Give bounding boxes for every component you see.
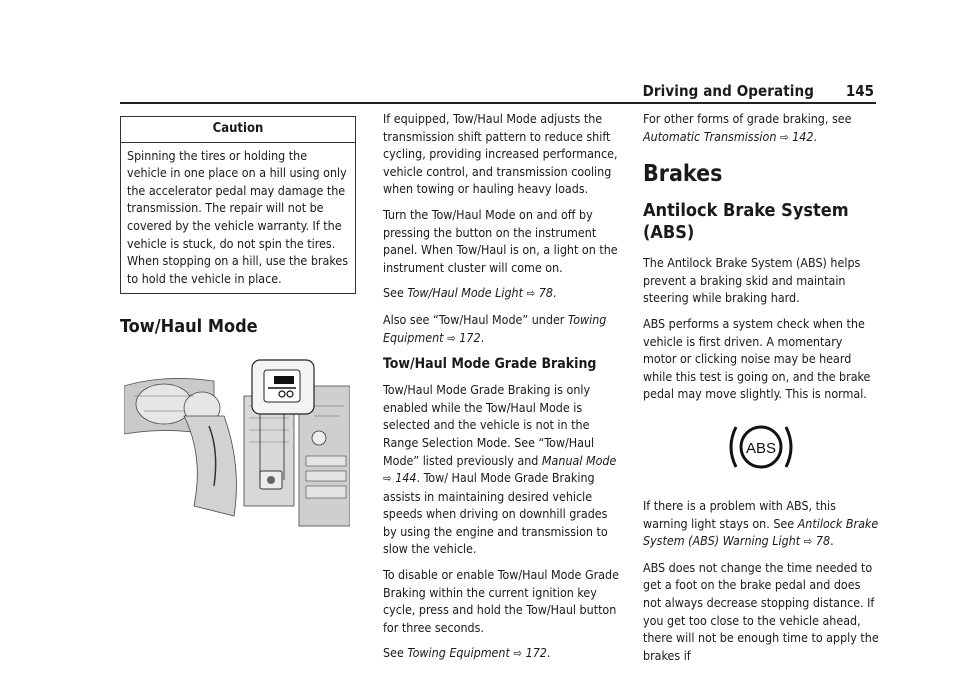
- abs-paragraph-1: The Antilock Brake System (ABS) helps prevent a braking skid and maintain steering while braking hard.: [643, 255, 861, 306]
- automatic-transmission-link[interactable]: Automatic Transmission: [643, 128, 777, 144]
- see-prefix: See: [383, 285, 408, 301]
- grade-braking-heading: Tow/Haul Mode Grade Braking: [383, 356, 597, 373]
- column-left: [120, 110, 356, 531]
- brakes-heading: Brakes: [643, 161, 723, 188]
- instrument-panel-illustration: [124, 356, 350, 531]
- grade-braking-text-a: Tow/Haul Mode Grade Braking is only enabled while the Tow/Haul Mode is selected and the vehicle is not in the Range Selection Mode. See “Tow/Haul Mode” listed previously and: [383, 382, 595, 468]
- see-prefix: See: [383, 645, 408, 661]
- ref-page: 144: [395, 470, 417, 486]
- grade-braking-see-ref: See Towing Equipment ⇨ 172.: [383, 645, 551, 661]
- caution-text: Spinning the tires or holding the vehicle in one place on a hill using only the accelerator pedal may damage the transmission. The repair will not be covered by the vehicle warranty. If the vehicle is stuck, do not spin the tires. When stopping on a hill, use the brakes to hold the vehicle in place.: [127, 147, 349, 286]
- other-prefix: For other forms of grade braking, see: [643, 111, 852, 126]
- caution-title: Caution: [121, 117, 355, 143]
- abs-icon-text: ABS: [745, 439, 777, 457]
- ref-page: 172: [525, 645, 547, 661]
- also-prefix: Also see “Tow/Haul Mode” under: [383, 311, 568, 327]
- abs-icon: [726, 417, 796, 477]
- ref-page: 172: [459, 329, 481, 345]
- tow-haul-see-ref: See Tow/Haul Mode Light ⇨ 78.: [383, 285, 557, 301]
- ref-page: 142: [792, 128, 814, 144]
- abs-warning-light-link[interactable]: Antilock Brake System (ABS) Warning Light: [643, 515, 879, 549]
- grade-braking-text-b: . Tow/ Haul Mode Grade Braking assists in maintaining desired vehicle speeds when driving on downhill grades by using the engine and transmission to slow the vehicle.: [383, 470, 608, 557]
- ref-arrow-icon: ⇨: [447, 330, 456, 345]
- ref-arrow-icon: ⇨: [526, 286, 536, 301]
- page-number: 145: [845, 82, 874, 100]
- abs-paragraph-4: ABS does not change the time needed to get a foot on the brake pedal and does not always decrease stopping distance. If you get too close to the vehicle ahead, there will not be enough time to apply the brakes if: [643, 559, 879, 663]
- abs-warning-icon: [643, 417, 879, 477]
- section-title: Driving and Operating: [642, 82, 814, 100]
- towing-equipment-link[interactable]: Towing Equipment: [407, 645, 510, 661]
- page-header: [120, 80, 876, 104]
- tow-haul-button-illustration: [124, 356, 350, 531]
- caution-box: [120, 116, 356, 294]
- grade-braking-paragraph-1: [383, 381, 619, 558]
- ref-arrow-icon: ⇨: [513, 646, 523, 661]
- ref-page: 78: [815, 533, 831, 549]
- ref-page: 78: [538, 285, 553, 301]
- tow-haul-paragraph-2: Turn the Tow/Haul Mode on and off by pressing the button on the instrument panel. When Tow/Haul is on, a light on the instrument cluster will come on.: [383, 206, 618, 275]
- grade-braking-paragraph-2: To disable or enable Tow/Haul Mode Grade Braking within the current ignition key cycle, press and hold the Tow/Haul button for three seconds.: [383, 567, 619, 635]
- abs-paragraph-3: If there is a problem with ABS, this warning light stays on. See Antilock Brake System (ABS) Warning Light ⇨ 78.: [643, 497, 879, 549]
- column-middle: [383, 110, 619, 671]
- manual-mode-link[interactable]: Manual Mode: [541, 452, 617, 468]
- tow-haul-heading: Tow/Haul Mode: [120, 316, 258, 338]
- tow-haul-light-link[interactable]: Tow/Haul Mode Light: [407, 285, 523, 301]
- abs-heading: Antilock Brake System (ABS): [643, 200, 849, 244]
- abs-paragraph-2: ABS performs a system check when the vehicle is first driven. A momentary motor or clicking noise may be heard while this test is going on, and the brake pedal may move slightly. This is normal.: [643, 315, 871, 402]
- tow-haul-paragraph-1: If equipped, Tow/Haul Mode adjusts the transmission shift pattern to reduce shift cycling, providing increased performance, vehicle control, and transmission cooling when towing or hauling heavy loads.: [383, 111, 618, 197]
- ref-arrow-icon: ⇨: [803, 534, 813, 549]
- ref-arrow-icon: ⇨: [779, 129, 789, 144]
- abs-p3-prefix: If there is a problem with ABS, this warning light stays on. See: [643, 497, 836, 531]
- towing-equipment-link[interactable]: Towing Equipment: [383, 311, 607, 345]
- other-grade-braking-ref: For other forms of grade braking, see Automatic Transmission ⇨ 142.: [643, 111, 852, 144]
- column-right: [643, 110, 879, 672]
- tow-haul-also-ref: Also see “Tow/Haul Mode” under Towing Equipment ⇨ 172.: [383, 311, 607, 345]
- ref-arrow-icon: ⇨: [383, 471, 392, 486]
